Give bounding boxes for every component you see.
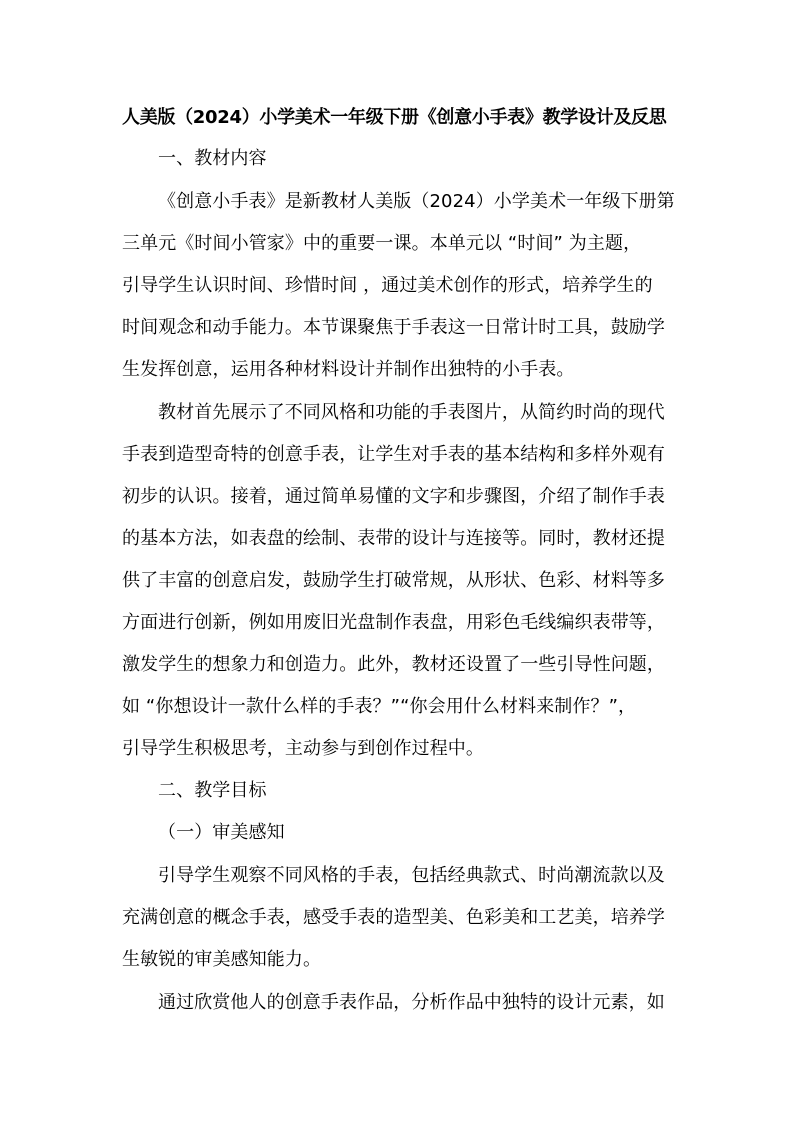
paragraph-line: 生发挥创意，运用各种材料设计并制作出独特的小手表。 [122, 359, 575, 380]
paragraph-line: 生敏锐的审美感知能力。 [122, 949, 322, 970]
subsection-heading-aesthetic: （一）审美感知 [158, 822, 285, 843]
paragraph-line: 初步的认识。接着，通过简单易懂的文字和步骤图，介绍了制作手表 [122, 486, 665, 507]
section-heading-materials: 一、教材内容 [158, 148, 267, 169]
paragraph-line: 手表到造型奇特的创意手表，让学生对手表的基本结构和多样外观有 [122, 444, 665, 465]
paragraph-line: 的基本方法，如表盘的绘制、表带的设计与连接等。同时，教材还提 [122, 528, 665, 549]
paragraph-line: 时间观念和动手能力。本节课聚焦于手表这一日常计时工具，鼓励学 [122, 317, 665, 338]
paragraph-line: 通过欣赏他人的创意手表作品，分析作品中独特的设计元素，如 [158, 992, 665, 1013]
paragraph-line: 如 “你想设计一款什么样的手表？”“你会用什么材料来制作？”， [122, 696, 637, 717]
paragraph-line: 引导学生积极思考，主动参与到创作过程中。 [122, 738, 484, 759]
section-heading-objectives: 二、教学目标 [158, 780, 267, 801]
paragraph-line: 引导学生观察不同风格的手表，包括经典款式、时尚潮流款以及 [158, 865, 665, 886]
paragraph-line: 供了丰富的创意启发，鼓励学生打破常规，从形状、色彩、材料等多 [122, 570, 665, 591]
paragraph-line: 教材首先展示了不同风格和功能的手表图片，从简约时尚的现代 [158, 402, 665, 423]
paragraph-line: 《创意小手表》是新教材人美版（2024）小学美术一年级下册第 [158, 191, 675, 212]
document-title: 人美版（2024）小学美术一年级下册《创意小手表》教学设计及反思 [122, 107, 667, 128]
paragraph-line: 激发学生的想象力和创造力。此外，教材还设置了一些引导性问题， [122, 654, 665, 675]
paragraph-line: 三单元《时间小管家》中的重要一课。本单元以 “时间” 为主题， [122, 233, 642, 254]
paragraph-line: 引导学生认识时间、珍惜时间 ，通过美术创作的形式，培养学生的 [122, 275, 653, 296]
paragraph-line: 充满创意的概念手表，感受手表的造型美、色彩美和工艺美，培养学 [122, 907, 665, 928]
paragraph-line: 方面进行创新，例如用废旧光盘制作表盘，用彩色毛线编织表带等， [122, 612, 665, 633]
